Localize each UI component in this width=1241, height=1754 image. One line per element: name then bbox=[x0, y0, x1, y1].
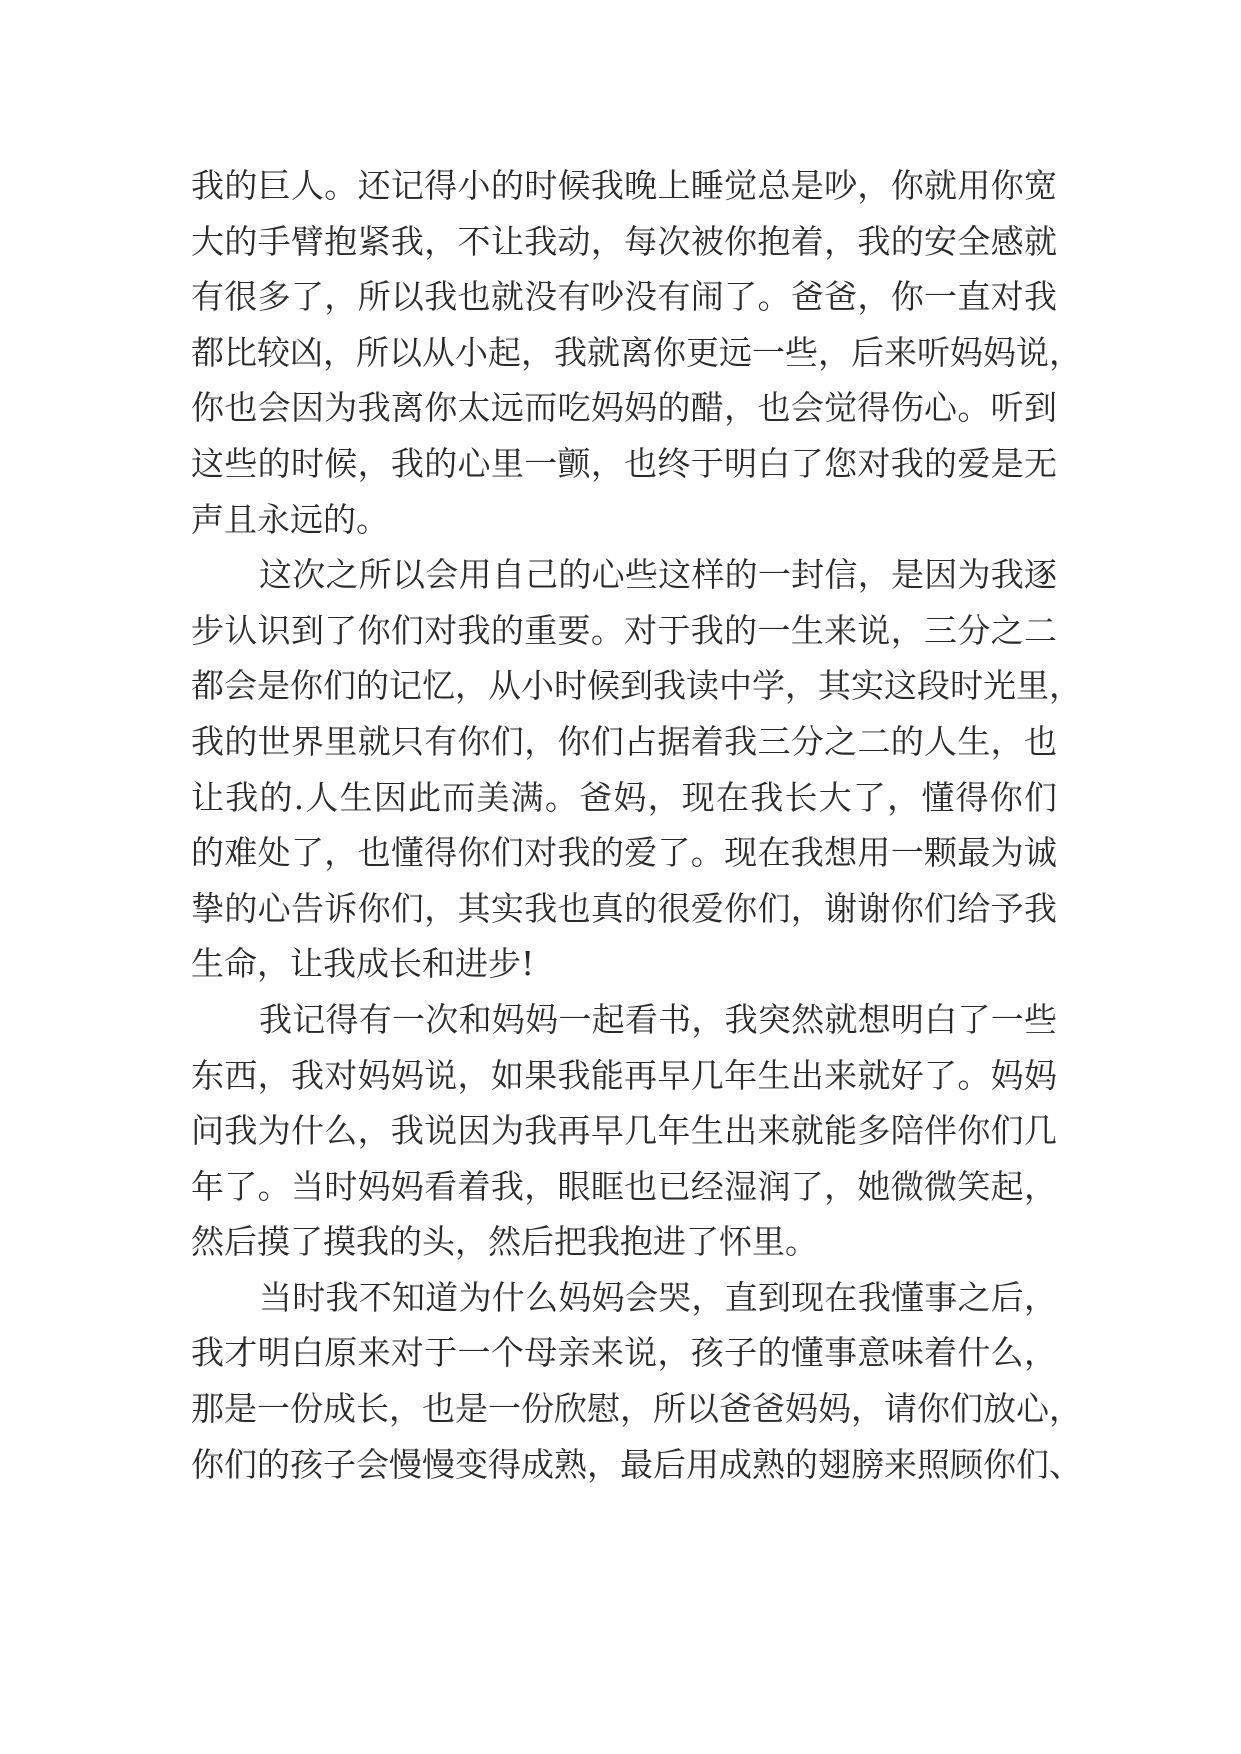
text-line: 生命，让我成长和进步! bbox=[191, 944, 535, 984]
text-line: 我才明白原来对于一个母亲来说，孩子的懂事意味着什么， bbox=[191, 1333, 1057, 1373]
text-line: 然后摸了摸我的头，然后把我抱进了怀里。 bbox=[191, 1222, 818, 1262]
text-line: 我记得有一次和妈妈一起看书，我突然就想明白了一些 bbox=[259, 999, 1057, 1039]
text-line: 年了。当时妈妈看着我，眼眶也已经湿润了，她微微笑起， bbox=[191, 1166, 1057, 1206]
paragraph-1 bbox=[191, 158, 1082, 547]
text-line: 我的巨人。还记得小的时候我晚上睡觉总是吵，你就用你宽 bbox=[191, 166, 1057, 205]
text-line: 挚的心告诉你们，其实我也真的很爱你们，谢谢你们给予我 bbox=[191, 888, 1057, 928]
text-line: 步认识到了你们对我的重要。对于我的一生来说，三分之二 bbox=[191, 610, 1057, 650]
paragraph-2 bbox=[191, 547, 1082, 992]
paragraph-4 bbox=[191, 1270, 1082, 1492]
paragraph-3 bbox=[191, 992, 1057, 1270]
text-line: 有很多了，所以我也就没有吵没有闹了。爸爸，你一直对我 bbox=[191, 277, 1057, 317]
text-line: 当时我不知道为什么妈妈会哭，直到现在我懂事之后， bbox=[259, 1277, 1057, 1317]
text-line: 这次之所以会用自己的心些这样的一封信，是因为我逐 bbox=[259, 555, 1057, 595]
text-line: 声且永远的。 bbox=[191, 499, 389, 539]
text-line: 的难处了，也懂得你们对我的爱了。现在我想用一颗最为诚 bbox=[191, 833, 1057, 873]
text-line: 都比较凶，所以从小起，我就离你更远一些，后来听妈妈说， bbox=[191, 332, 1082, 372]
text-line: 让我的.人生因此而美满。爸妈，现在我长大了，懂得你们 bbox=[191, 777, 1057, 817]
text-line: 我的世界里就只有你们，你们占据着我三分之二的人生，也 bbox=[191, 721, 1057, 761]
text-line: 大的手臂抱紧我，不让我动，每次被你抱着，我的安全感就 bbox=[191, 221, 1057, 261]
text-line: 这些的时候，我的心里一颤，也终于明白了您对我的爱是无 bbox=[191, 443, 1057, 483]
text-line: 都会是你们的记忆，从小时候到我读中学，其实这段时光里， bbox=[191, 666, 1082, 706]
text-line: 东西，我对妈妈说，如果我能再早几年生出来就好了。妈妈 bbox=[191, 1055, 1057, 1095]
letter-body bbox=[191, 158, 1082, 1492]
text-line: 问我为什么，我说因为我再早几年生出来就能多陪伴你们几 bbox=[191, 1111, 1057, 1151]
text-line: 你也会因为我离你太远而吃妈妈的醋，也会觉得伤心。听到 bbox=[191, 388, 1057, 428]
text-line: 那是一份成长，也是一份欣慰，所以爸爸妈妈，请你们放心， bbox=[191, 1389, 1082, 1429]
text-line: 你们的孩子会慢慢变得成熟，最后用成熟的翅膀来照顾你们、 bbox=[191, 1444, 1082, 1484]
